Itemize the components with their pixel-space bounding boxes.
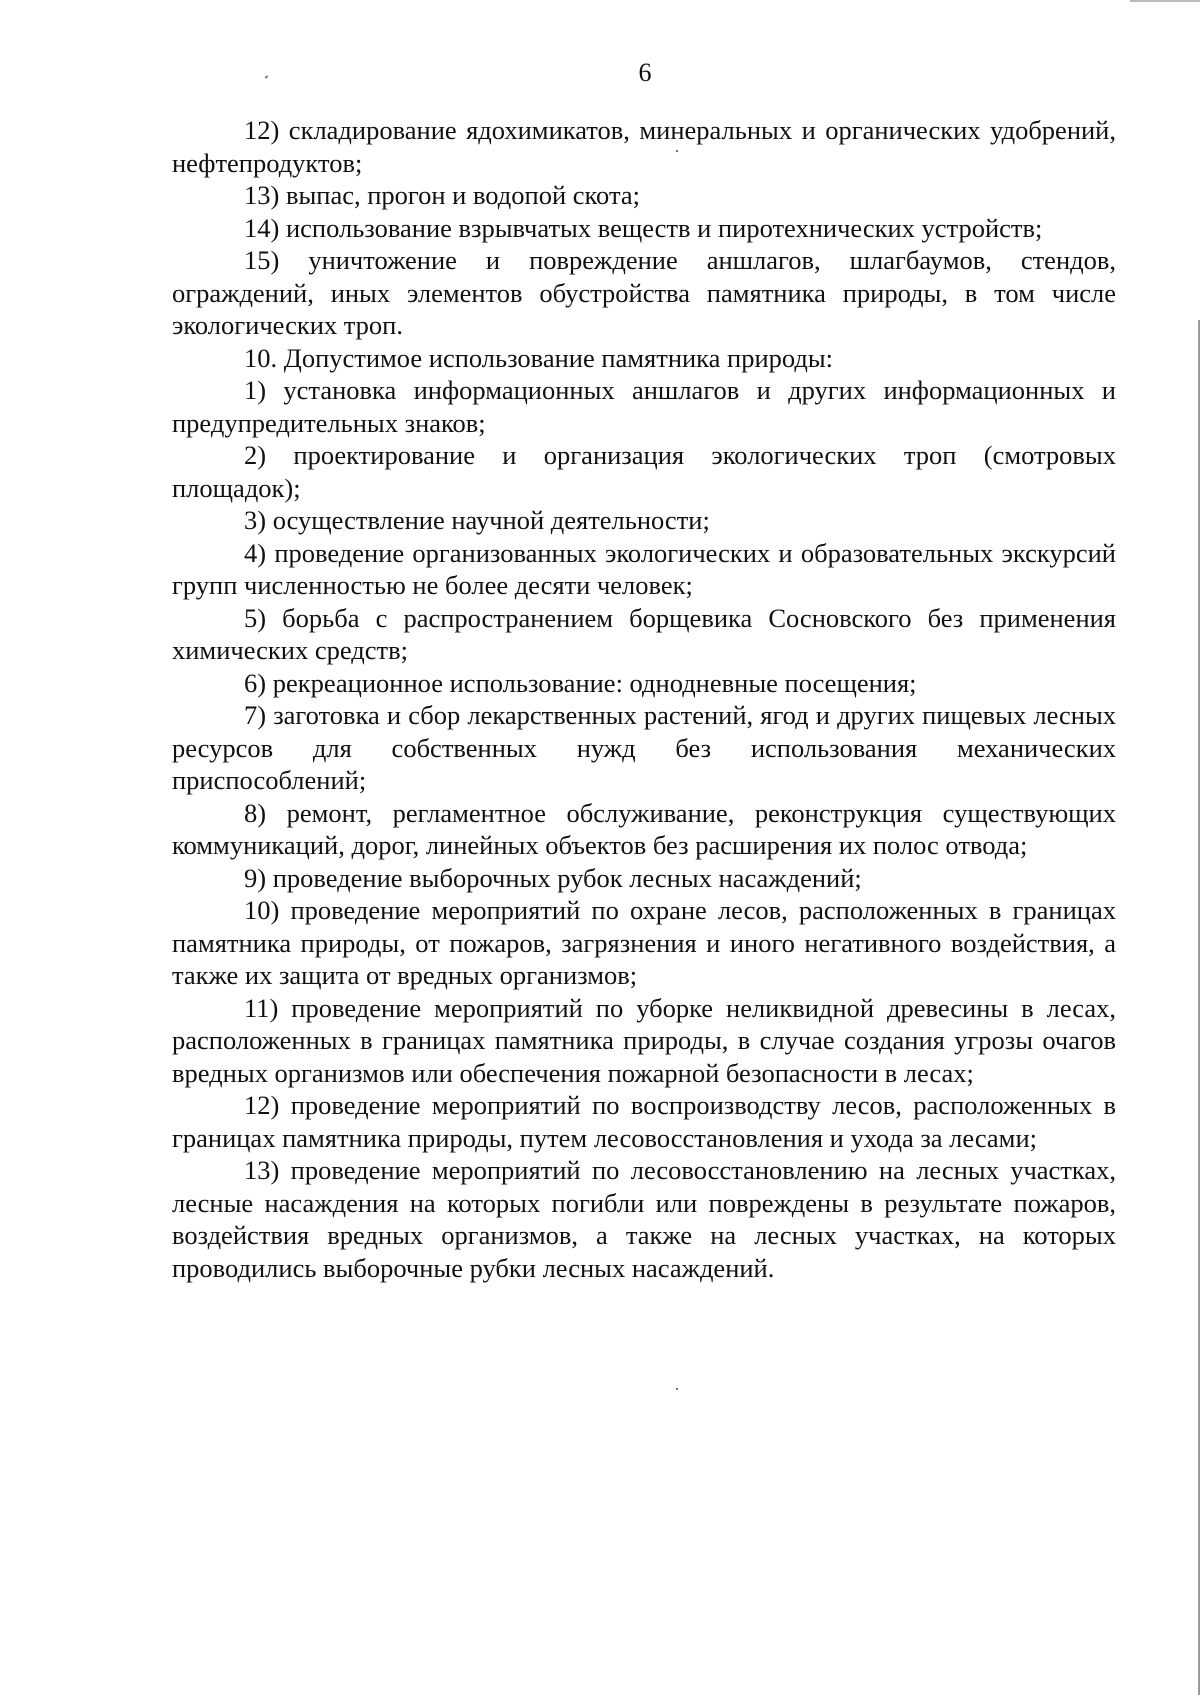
list-item: 7) заготовка и сбор лекарственных растений, ягод и других пищевых лесных ресурсов для собственных нужд без использования механических приспособлений; [172,700,1116,795]
list-item: 1) установка информационных аншлагов и других информационных и предупредительных знаков; [172,375,1116,438]
list-item: 9) проведение выборочных рубок лесных насаждений; [244,862,862,893]
list-item: 12) проведение мероприятий по воспроизводству лесов, расположенных в границах памятника природы, путем лесовосстановления и ухода за лесами; [172,1090,1116,1153]
list-item: 10) проведение мероприятий по охране лесов, расположенных в границах памятника природы, от пожаров, загрязнения и иного негативного воздействия, а также их защита от вредных организмов; [172,895,1116,990]
list-item: 13) проведение мероприятий по лесовосстановлению на лесных участках, лесные насаждения на которых погибли или повреждены в результате пожаров, воздействия вредных организмов, а также на лесных участках, на которых проводились выборочные рубки лесных насаждений. [172,1155,1116,1283]
list-item: 13) выпас, прогон и водопой скота; [244,180,640,210]
list-item: 3) осуществление научной деятельности; [244,505,710,535]
scan-speck [1130,0,1200,2]
list-item: 4) проведение организованных экологических и образовательных экскурсий групп численностью не более десяти человек; [172,537,1116,600]
list-item: 5) борьба с распространением борщевика Сосновского без применения химических средств; [172,602,1116,665]
document-body [172,114,1116,1284]
list-item: 6) рекреационное использование: однодневные посещения; [244,667,917,698]
list-item: 14) использование взрывчатых веществ и пиротехнических устройств; [244,212,1043,243]
list-item: 2) проектирование и организация экологических троп (смотровых площадок); [172,440,1116,503]
scan-speck [676,1388,678,1390]
list-item: 15) уничтожение и повреждение аншлагов, шлагбаумов, стендов, ограждений, иных элементов обустройства памятника природы, в том числе экологических троп. [172,245,1116,340]
section-heading: 10. Допустимое использование памятника природы: [244,342,834,373]
list-item: 11) проведение мероприятий по уборке неликвидной древесины в лесах, расположенных в границах памятника природы, в случае создания угрозы очагов вредных организмов или обеспечения пожарной безопасности в лесах; [172,992,1116,1088]
list-item: 12) складирование ядохимикатов, минеральных и органических удобрений, нефтепродуктов; [172,115,1116,178]
list-item: 8) ремонт, регламентное обслуживание, реконструкция существующих коммуникаций, дорог, линейных объектов без расширения их полос отвода; [172,797,1116,860]
scan-speck [676,150,678,152]
page-number: 6 [638,58,652,87]
